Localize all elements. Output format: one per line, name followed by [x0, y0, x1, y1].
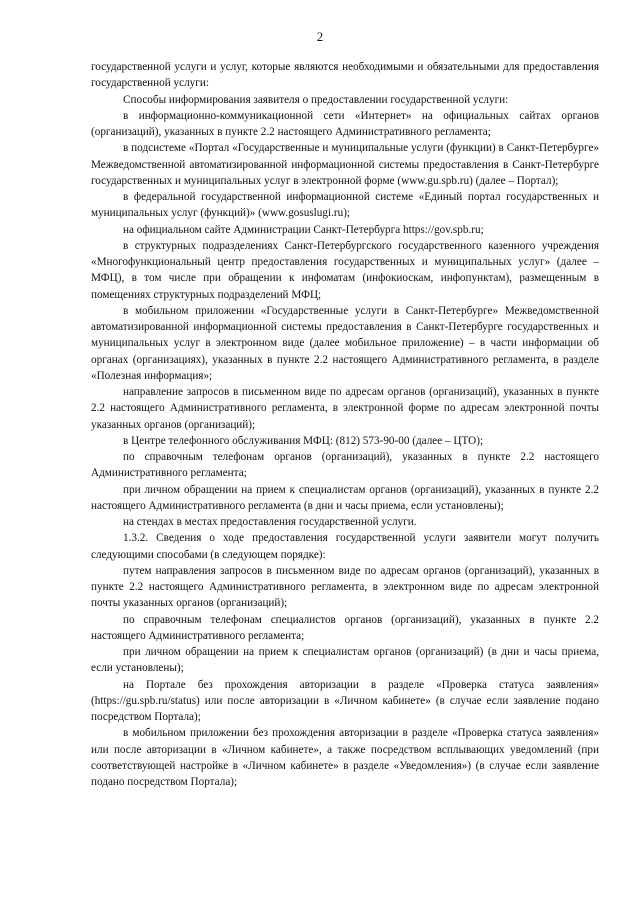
- paragraph-personal-visit: при личном обращении на прием к специалистам органов (организаций), указанных в пункте 2.2 настоящего Административного регламента (в дни и часы приема, если установлены);: [91, 483, 599, 512]
- paragraph-call-center: в Центре телефонного обслуживания МФЦ: (812) 573-90-00 (далее – ЦТО);: [123, 434, 484, 447]
- page-number: 2: [316, 30, 324, 44]
- paragraph-internet: в информационно-коммуникационной сети «Интернет» на официальных сайтах органов (организаций), указанных в пункте 2.2 настоящего Административного регламента;: [91, 109, 599, 138]
- paragraph-portal: в подсистеме «Портал «Государственные и муниципальные услуги (функции) в Санкт-Петербурге» Межведомственной автоматизированной информационной системы предоставления в Санкт-Петербурге государственных и муниципальных услуг в электронной форме (www.gu.spb.ru) (далее – Портал);: [91, 142, 599, 187]
- document-body: [91, 59, 599, 790]
- paragraph-mobile-app: в мобильном приложении «Государственные услуги в Санкт-Петербурге» Межведомственной автоматизированной информационной системы предоставления в Санкт-Петербурге государственных и муниципальных услуг в электронном виде (далее мобильное приложение) – в части информации об органах (организациях), указанных в пункте 2.2 настоящего Административного регламента, в разделе «Полезная информация»;: [91, 304, 599, 382]
- paragraph-status-portal: на Портале без прохождения авторизации в разделе «Проверка статуса заявления» (https://gu.spb.ru/status) или после авторизации в «Личном кабинете» (в случае если заявление подано посредством Портала);: [91, 678, 599, 723]
- paragraph-status-mobile: в мобильном приложении без прохождения авторизации в разделе «Проверка статуса заявления» или после авторизации в «Личном кабинете», а также посредством всплывающих уведомлений (при соответствующей настройке в «Личном кабинете» в разделе «Уведомления») (в случае если заявление подано посредством Портала);: [91, 727, 599, 788]
- paragraph-status-phones: по справочным телефонам специалистов органов (организаций), указанных в пункте 2.2 настоящего Административного регламента;: [91, 613, 599, 642]
- paragraph-mfc: в структурных подразделениях Санкт-Петербургского государственного казенного учреждения «Многофункциональный центр предоставления государственных и муниципальных услуг» (далее – МФЦ), в том числе при обращении к инфоматам (инфокиоскам, инфопунктам), размещенным в помещениях структурных подразделений МФЦ;: [91, 239, 599, 301]
- paragraph-gosuslugi: в федеральной государственной информационной системе «Единый портал государственных и муниципальных услуг (функций)» (www.gosuslugi.ru);: [91, 191, 599, 220]
- paragraph-gov-site: на официальном сайте Администрации Санкт-Петербурга https://gov.spb.ru;: [123, 223, 484, 236]
- paragraph-status-written: путем направления запросов в письменном виде по адресам органов (организаций), указанных в пункте 2.2 настоящего Административного регламента, в электронном виде по адресам электронной почты указанных органов (организаций);: [91, 564, 599, 610]
- paragraph-1-3-2: 1.3.2. Сведения о ходе предоставления государственной услуги заявители могут получить следующими способами (в следующем порядке):: [91, 532, 599, 561]
- paragraph-stands: на стендах в местах предоставления государственной услуги.: [123, 516, 417, 528]
- paragraph-continuation: государственной услуги и услуг, которые являются необходимыми и обязательными для предоставления государственной услуги:: [91, 61, 599, 90]
- paragraph-written-requests: направление запросов в письменном виде по адресам органов (организаций), указанных в пункте 2.2 настоящего Административного регламента, в электронной форме по адресам электронной почты указанных органов (организаций);: [91, 386, 599, 431]
- paragraph-phones: по справочным телефонам органов (организаций), указанных в пункте 2.2 настоящего Административного регламента;: [91, 451, 599, 480]
- paragraph-info-methods-heading: Способы информирования заявителя о предоставлении государственной услуги:: [123, 93, 509, 106]
- paragraph-status-visit: при личном обращении на прием к специалистам органов (организаций) (в дни и часы приема, если установлены);: [91, 646, 599, 675]
